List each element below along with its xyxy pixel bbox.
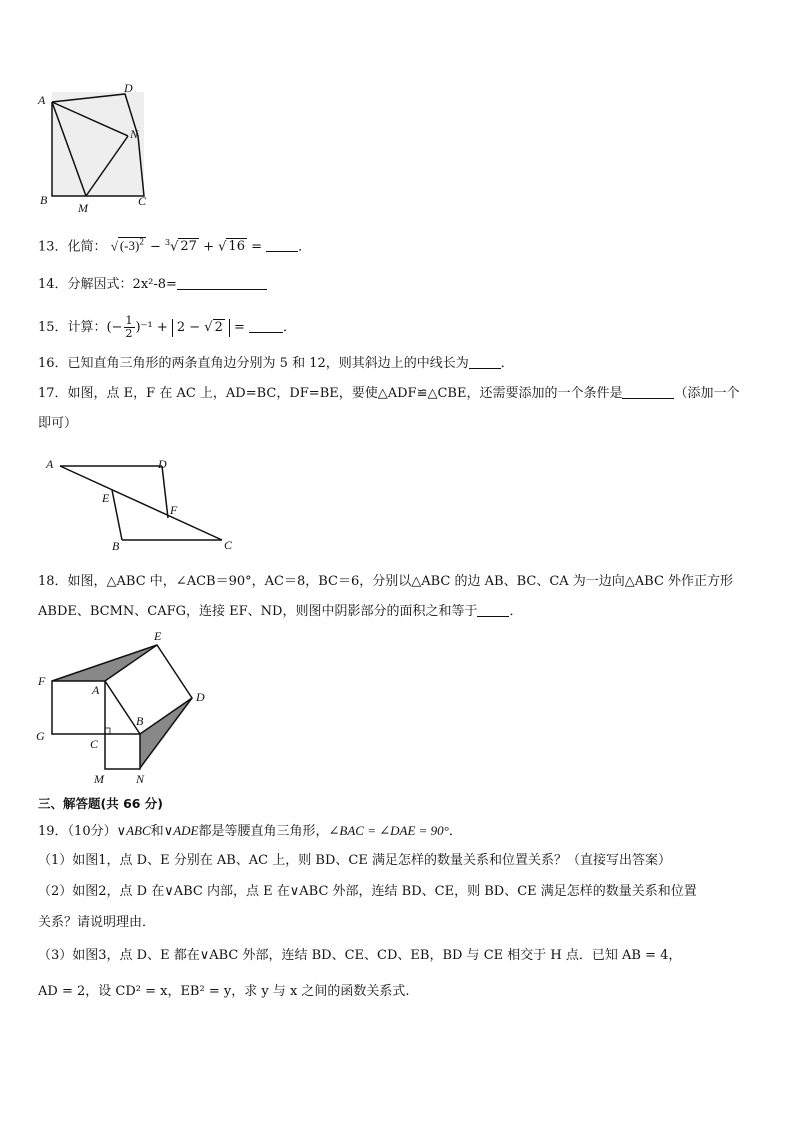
answer-blank-17[interactable] [622,386,674,399]
question-19-part-2-cont: 关系？请说明理由． [38,915,156,930]
figure-square-abcd [30,80,160,215]
label-n: N [136,772,145,786]
question-17-cont: 即可） [38,416,78,431]
section-heading: 三、解答题(共 66 分) [38,796,164,811]
question-19-part-1: （1）如图1，点 D、E 分别在 AB、AC 上，则 BD、CE 满足怎样的数量关系和位置关系？（直接写出答案） [38,853,671,868]
question-19-part-3-cont: AD = 2，设 CD² = x，EB² = y，求 y 与 x 之间的函数关系式. [38,984,410,999]
label-m: M [94,772,104,786]
question-13: 13．化简： √ $(-3)^2 - ^3√$ 27 + √ 16 = ． [38,237,312,255]
question-19-part-2: （2）如图2，点 D 在∨ABC 内部，点 E 在∨ABC 外部，连结 BD、CE，则 BD、CE 满足怎样的数量关系和位置 [38,884,697,899]
fraction-one-half: $\frac{1}{2}$ [125,314,133,340]
label-b: B [112,539,120,553]
label-c: C [138,194,147,208]
question-19: 19．（10分）∨ABC和∨ADE都是等腰直角三角形，∠BAC = ∠DAE = 90°． [38,823,462,839]
question-15: 15．计算：(− $\frac{1}{2}$ )⁻¹ + 2 − √ 2 = ． [38,314,297,340]
question-18-cont: ABDE、BCMN、CAFG，连接 EF、ND，则图中阴影部分的面积之和等于 ． [38,604,523,619]
label-b: B [136,714,144,728]
answer-blank-15[interactable] [249,320,283,333]
square-bcmn [105,734,140,769]
answer-blank-18[interactable] [477,604,509,617]
segment-df [162,466,168,518]
label-d: D [196,690,205,704]
answer-blank-14[interactable] [177,277,267,290]
label-m: M [78,201,88,215]
label-e: E [154,629,162,643]
question-18: 18．如图，△ABC 中，∠ACB＝90°，AC＝8，BC＝6，分别以△ABC 的边 AB、BC、CA 为一边向△ABC 外作正方形 [38,574,734,589]
question-14: 14．分解因式：2x²-8= [38,276,267,294]
answer-blank-16[interactable] [469,356,501,369]
label-e: E [102,491,110,505]
segment-eb [112,490,122,540]
label-f: F [38,674,46,688]
label-g: G [36,729,45,743]
label-n: N [130,127,139,141]
label-c: C [90,737,99,751]
answer-blank-13[interactable] [266,239,298,252]
question-17: 17．如图，点 E，F 在 AC 上，AD=BC，DF=BE，要使△ADF≌△CBE，还需要添加的一个条件是 （添加一个 [38,386,740,401]
label-a: A [38,93,46,107]
figure-parallelogram [40,452,250,557]
segment-ac [60,466,222,540]
label-b: B [40,193,48,207]
question-16: 16．已知直角三角形的两条直角边分别为 5 和 12，则其斜边上的中线长为 ． [38,356,514,371]
label-a: A [92,683,100,697]
label-a: A [46,457,54,471]
label-c: C [224,538,233,552]
question-19-part-3: （3）如图3，点 D、E 都在∨ABC 外部，连结 BD、CE、CD、EB，BD 与 CE 相交于 H 点．已知 AB = 4， [38,948,682,963]
label-f: F [170,503,178,517]
figure-squares-on-triangle [30,628,220,790]
label-d: D [158,457,167,471]
label-d: D [124,81,133,95]
